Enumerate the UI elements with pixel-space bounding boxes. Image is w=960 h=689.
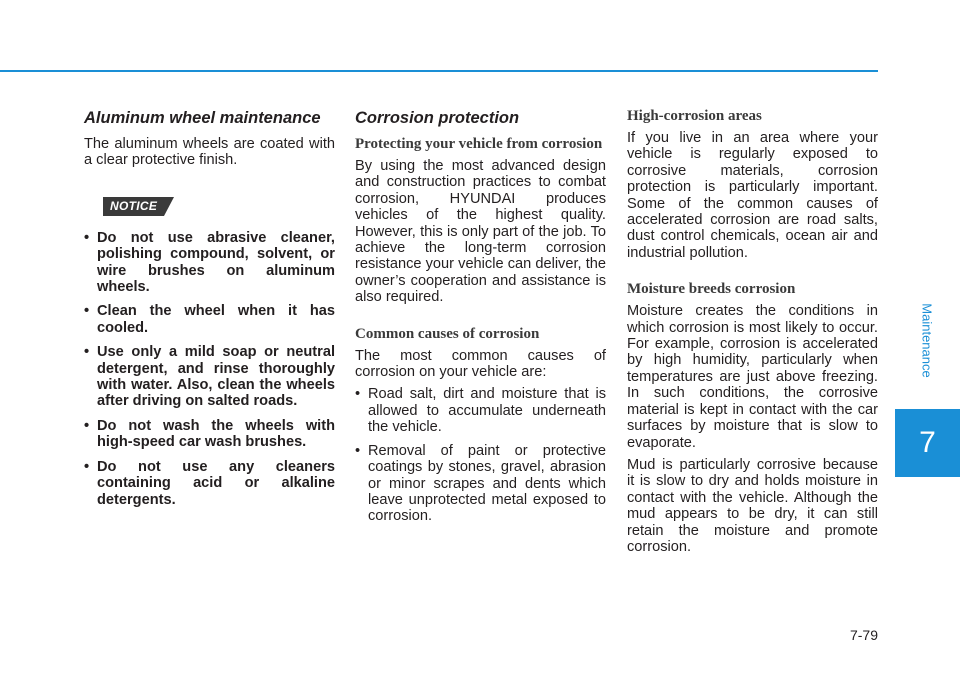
common-causes-paragraph: The most common causes of corrosion on your vehicle are: — [355, 347, 606, 381]
subheading-high-corrosion: High-corrosion areas — [627, 108, 762, 124]
subheading-moisture: Moisture breeds corrosion — [627, 281, 796, 298]
cause-item: • Removal of paint or protective coatings by stones, gravel, abrasion or minor scrapes and dents which leave unprotected metal exposed to corrosion. — [355, 443, 606, 525]
section-label-text: Maintenance — [919, 302, 935, 378]
notice-item: • Do not wash the wheels with high-speed car wash brushes. — [84, 418, 335, 451]
column-corrosion-protection — [355, 108, 606, 532]
subheading-protecting: Protecting your vehicle from corrosion — [355, 136, 603, 152]
moisture-paragraph: Moisture creates the conditions in which corrosion is most likely to occur. For example, corrosion is accelerated by high humidity, particularly when temperatures are just above freezing. In such conditions, the corrosive material is kept in contact with the car surfaces by moisture that is slow to evaporate. — [627, 303, 878, 451]
protecting-paragraph: By using the most advanced design and construction practices to combat corrosion, HYUNDAI produces vehicles of the highest quality. However, this is only part of the job. To achieve the long-term corrosion resistance your vehicle can deliver, the owner’s cooperation and assistance is also required. — [355, 158, 606, 306]
aluminum-intro: The aluminum wheels are coated with a clear protective finish. — [84, 136, 335, 169]
cause-item: • Road salt, dirt and moisture that is allowed to accumulate underneath the vehicle. — [355, 386, 606, 435]
causes-list — [355, 386, 606, 524]
notice-item: • Do not use abrasive cleaner, polishing compound, solvent, or wire brushes on aluminum wheels. — [84, 230, 335, 296]
section-label — [920, 280, 934, 400]
heading-aluminum-wheel: Aluminum wheel maintenance — [84, 109, 321, 127]
heading-corrosion-protection: Corrosion protection — [355, 109, 520, 127]
notice-badge: NOTICE — [103, 197, 164, 216]
subheading-common-causes: Common causes of corrosion — [355, 325, 540, 342]
high-corrosion-paragraph: If you live in an area where your vehicle is regularly exposed to corrosive materials, corrosion protection is particularly important. Some of the common causes of accelerated corrosion are road salts, dust control chemicals, ocean air and industrial pollution. — [627, 130, 878, 261]
top-rule — [0, 70, 878, 72]
chapter-tab: 7 — [895, 409, 960, 477]
column-aluminum-wheel — [84, 108, 335, 516]
notice-list — [84, 230, 335, 508]
page-number: 7-79 — [849, 627, 878, 643]
notice-item: • Do not use any cleaners containing acid or alkaline detergents. — [84, 459, 335, 508]
notice-item: • Clean the wheel when it has cooled. — [84, 303, 335, 336]
mud-paragraph: Mud is particularly corrosive because it is slow to dry and holds moisture in contact with the vehicle. Although the mud appears to be dry, it can still retain the moisture and promote corrosion. — [627, 456, 878, 555]
notice-item: • Use only a mild soap or neutral detergent, and rinse thoroughly with water. Also, clean the wheels after driving on salted roads. — [84, 344, 335, 410]
column-high-corrosion — [627, 108, 878, 561]
